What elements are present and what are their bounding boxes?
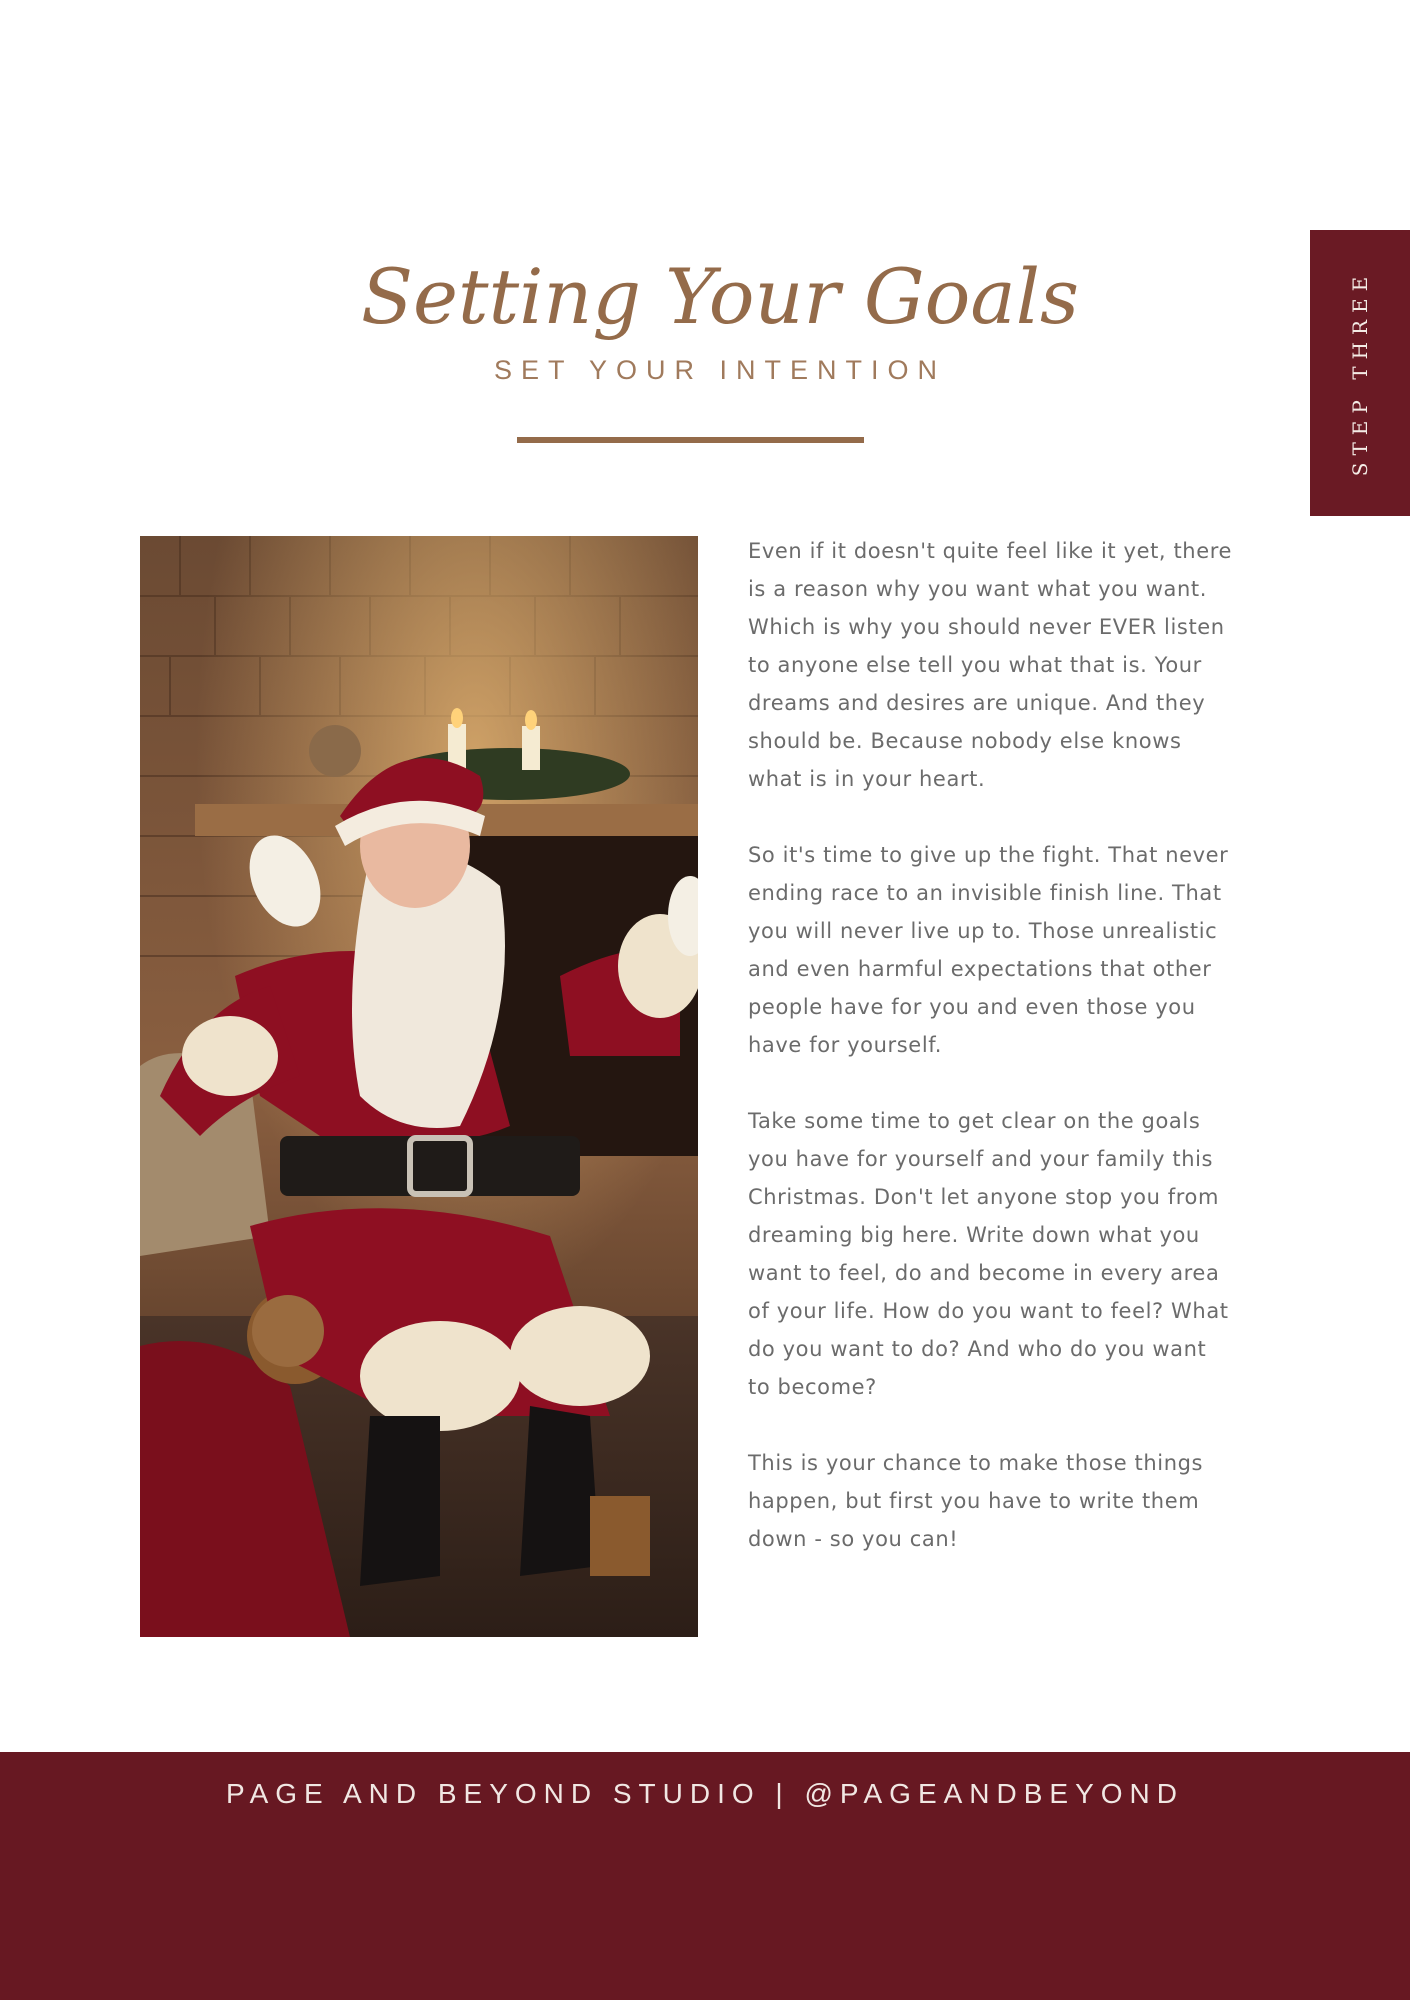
page-title: Setting Your Goals — [360, 252, 1080, 341]
footer-credit: PAGE AND BEYOND STUDIO | @PAGEANDBEYOND — [225, 1778, 1184, 1809]
body-text — [748, 532, 1233, 1596]
santa-photo — [140, 536, 698, 1637]
title-divider — [517, 437, 864, 443]
page-subtitle: SET YOUR INTENTION — [493, 355, 947, 385]
body-paragraph-2: So it's time to give up the fight. That never ending race to an invisible finish line. That you will never live up to. Those unrealistic and even harmful expectations that other people have for you and even those you have for yourself. — [748, 843, 1229, 1057]
footer-band — [0, 1752, 1410, 2000]
step-tab — [1310, 230, 1410, 516]
body-paragraph-4: This is your chance to make those things happen, but first you have to write them down - so you can! — [748, 1451, 1204, 1551]
body-paragraph-3: Take some time to get clear on the goals you have for yourself and your family this Christmas. Don't let anyone stop you from dreaming big here. Write down what you want to feel, do and become in every area of your life. How do you want to feel? What do you want to do? And who do you want to become? — [748, 1109, 1229, 1399]
step-tab-label: STEP THREE — [1348, 269, 1372, 477]
body-paragraph-1: Even if it doesn't quite feel like it yet, there is a reason why you want what you want. Which is why you should never EVER listen to anyone else tell you what that is. Your dreams and desires are unique. And they should be. Because nobody else knows what is in your heart. — [748, 539, 1233, 791]
